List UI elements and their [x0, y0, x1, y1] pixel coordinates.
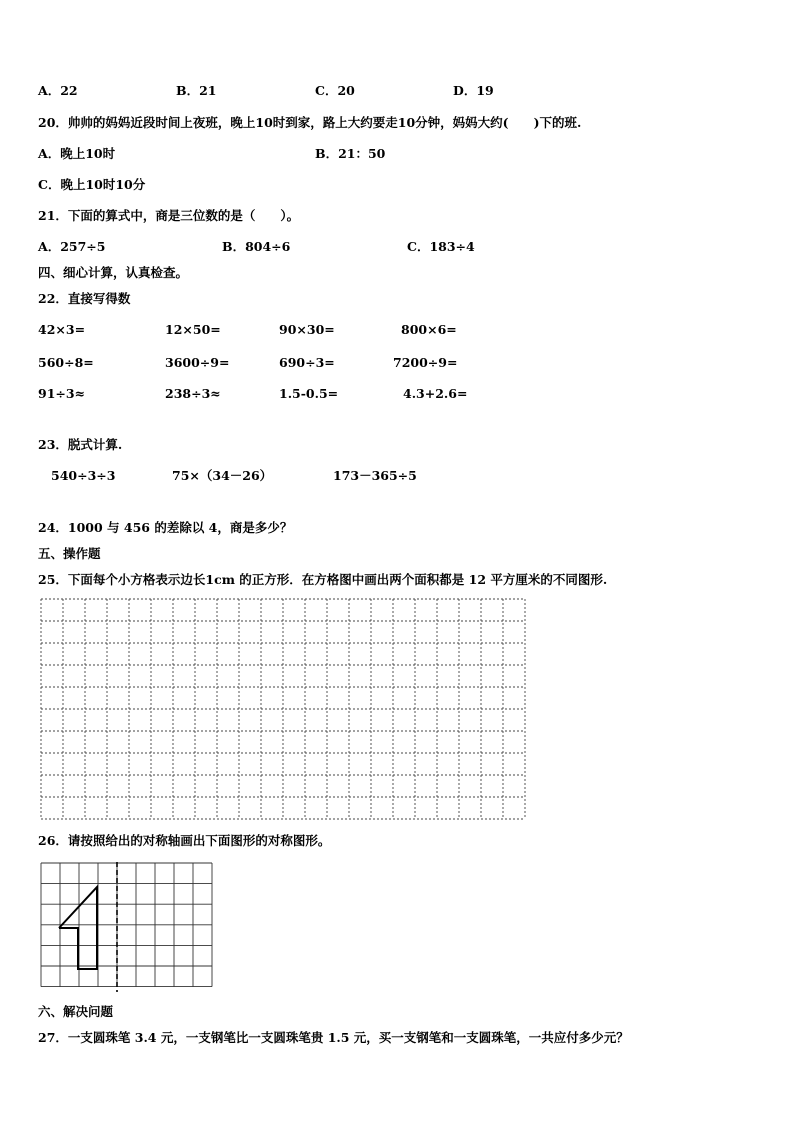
q19-option-c: C．20: [315, 83, 355, 98]
q22-item: 1.5-0.5=: [279, 386, 339, 401]
q22-item: 690÷3=: [279, 355, 335, 370]
q21-option-b: B．804÷6: [222, 239, 291, 254]
q21-option-c: C．183÷4: [407, 239, 475, 254]
section6-heading: 六、解决问题: [38, 1004, 114, 1019]
q20-option-a: A．晚上10时: [38, 146, 116, 161]
q20-stem: 20．帅帅的妈妈近段时间上夜班，晚上10时到家，路上大约要走10分钟，妈妈大约( )下的班.: [38, 115, 582, 130]
q25-stem: 25．下面每个小方格表示边长1cm 的正方形．在方格图中画出两个面积都是 12 平方厘米的不同图形.: [38, 572, 608, 587]
q22-stem: 22．直接写得数: [38, 291, 131, 306]
q22-item: 91÷3≈: [38, 386, 86, 401]
section4-heading: 四、细心计算，认真检查。: [38, 265, 189, 280]
q26-stem: 26．请按照给出的对称轴画出下面图形的对称图形。: [38, 833, 331, 848]
q19-option-d: D．19: [453, 83, 494, 98]
given-figure: [59, 887, 97, 969]
q27-stem: 27．一支圆珠笔 3.4 元，一支钢笔比一支圆珠笔贵 1.5 元，买一支钢笔和一支圆珠笔，一共应付多少元？: [38, 1030, 629, 1045]
q23-item: 75×（34－26）: [172, 468, 273, 483]
q22-item: 238÷3≈: [165, 386, 221, 401]
q21-option-a: A．257÷5: [38, 239, 106, 254]
q21-stem: 21．下面的算式中，商是三位数的是（ ）。: [38, 208, 300, 223]
q22-item: 90×30=: [279, 322, 335, 337]
q20-option-c: C．晚上10时10分: [38, 177, 146, 192]
q22-item: 4.3+2.6=: [403, 386, 468, 401]
section5-heading: 五、操作题: [38, 546, 101, 561]
q24-stem: 24．1000 与 456 的差除以 4，商是多少？: [38, 520, 293, 535]
q25-square-grid: [40, 598, 530, 824]
q19-option-a: A．22: [38, 83, 78, 98]
q26-symmetry-grid: [40, 862, 215, 995]
q22-item: 12×50=: [165, 322, 221, 337]
q22-item: 3600÷9=: [165, 355, 230, 370]
q22-item: 800×6=: [401, 322, 457, 337]
q23-item: 173－365÷5: [333, 468, 417, 483]
q19-option-b: B．21: [176, 83, 217, 98]
q22-item: 42×3=: [38, 322, 86, 337]
q22-item: 7200÷9=: [393, 355, 458, 370]
q23-item: 540÷3÷3: [51, 468, 116, 483]
q23-stem: 23．脱式计算.: [38, 437, 123, 452]
q20-option-b: B．21：50: [315, 146, 386, 161]
q22-item: 560÷8=: [38, 355, 94, 370]
